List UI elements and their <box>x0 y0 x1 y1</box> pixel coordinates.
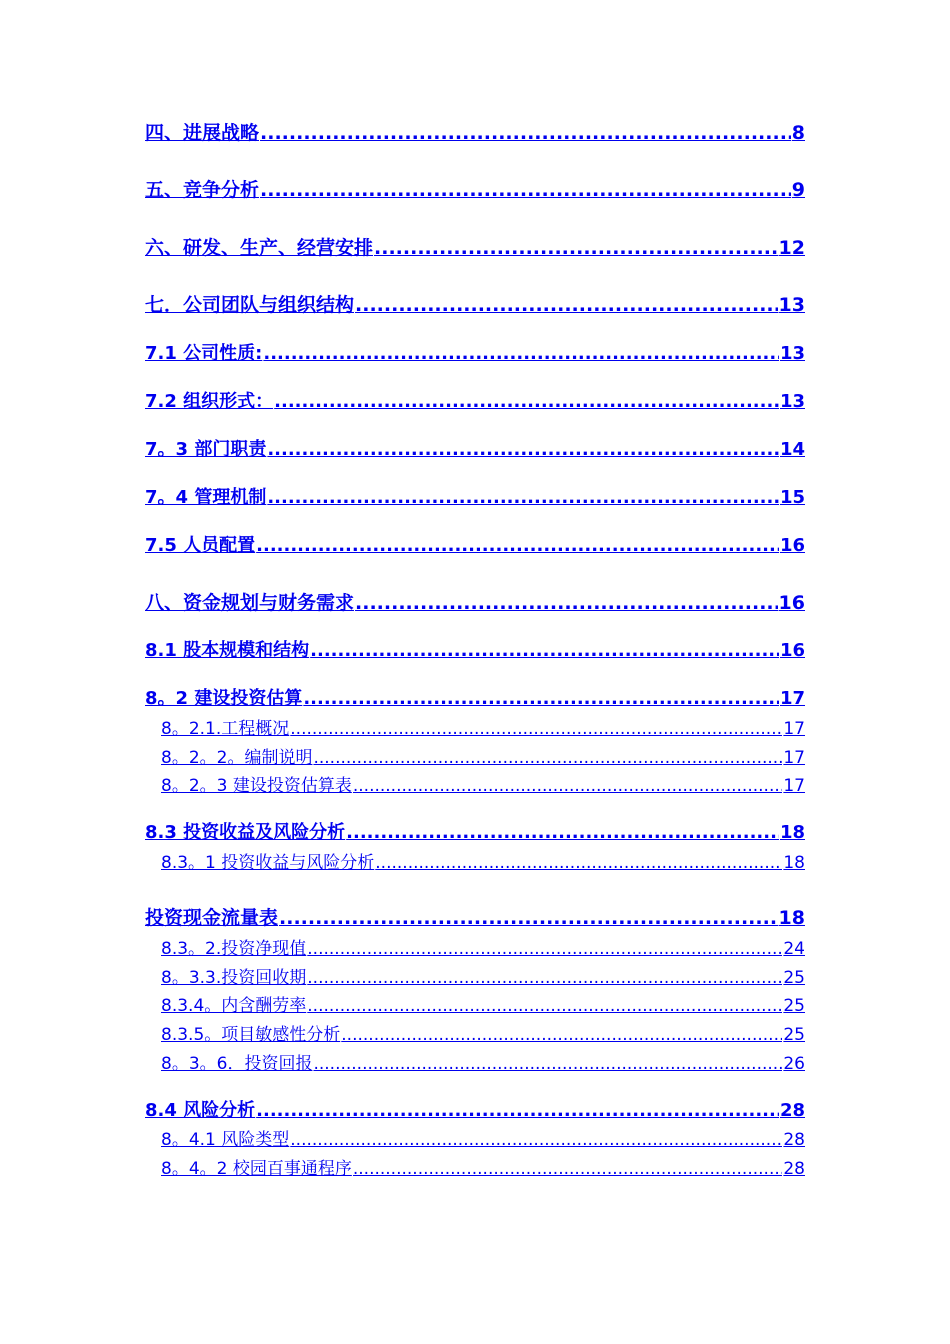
toc-entry-label: 8.4 风险分析 <box>145 1100 256 1121</box>
toc-entry-label: 8。4。2 校园百事通程序 <box>161 1159 352 1179</box>
toc-page-number: 24 <box>783 939 805 959</box>
toc-entry-sub-8-2-3[interactable] <box>161 771 805 796</box>
toc-page-number: 12 <box>778 237 805 259</box>
toc-page-number: 18 <box>778 907 805 929</box>
toc-entry-section-8-2[interactable] <box>145 684 805 710</box>
toc-leader-dots <box>375 853 782 873</box>
toc-leader-dots <box>355 294 778 316</box>
toc-leader-dots <box>260 179 791 201</box>
toc-entry-label: 投资现金流量表 <box>145 907 279 929</box>
toc-leader-dots <box>353 776 783 796</box>
toc-entry-label: 8。2 建设投资估算 <box>145 688 303 709</box>
toc-entry-label: 8.3。2.投资净现值 <box>161 939 307 959</box>
toc-page-number: 8 <box>791 122 805 144</box>
toc-leader-dots <box>353 1159 783 1179</box>
toc-leader-dots <box>256 1100 779 1121</box>
toc-leader-dots <box>303 688 779 709</box>
toc-leader-dots <box>341 1025 782 1045</box>
toc-leader-dots <box>307 996 782 1016</box>
toc-leader-dots <box>267 439 779 460</box>
toc-entry-label: 七．公司团队与组织结构 <box>145 294 355 316</box>
toc-entry-section-7-2[interactable] <box>145 387 805 413</box>
toc-entry-label: 7.2 组织形式： <box>145 391 274 412</box>
toc-leader-dots <box>374 237 778 259</box>
toc-page-number: 28 <box>783 1130 805 1150</box>
toc-entry-label: 四、进展战略 <box>145 122 260 144</box>
toc-entry-label: 8.1 股本规模和结构 <box>145 640 310 661</box>
toc-entry-label: 8.3.5。项目敏感性分析 <box>161 1025 341 1045</box>
toc-entry-sub-8-3-4[interactable] <box>161 991 805 1016</box>
toc-leader-dots <box>256 535 779 556</box>
toc-page-number: 14 <box>779 439 805 460</box>
toc-entry-section-7-5[interactable] <box>145 531 805 557</box>
toc-page-number: 17 <box>783 776 805 796</box>
toc-entry-chapter-6[interactable] <box>145 233 805 260</box>
toc-entry-sub-8-3-6[interactable] <box>161 1049 805 1074</box>
toc-entry-section-8-3[interactable] <box>145 818 805 844</box>
toc-page-number: 13 <box>778 294 805 316</box>
toc-entry-label: 八、资金规划与财务需求 <box>145 592 355 614</box>
toc-page-number: 25 <box>783 1025 805 1045</box>
toc-entry-label: 8.3。1 投资收益与风险分析 <box>161 853 375 873</box>
toc-page-number: 13 <box>779 343 805 364</box>
toc-entry-section-8-4[interactable] <box>145 1096 805 1122</box>
toc-leader-dots <box>267 487 779 508</box>
toc-entry-label: 8。3。6．投资回报 <box>161 1054 313 1074</box>
toc-entry-section-8-1[interactable] <box>145 636 805 662</box>
toc-entry-label: 8.3.4。内含酬劳率 <box>161 996 307 1016</box>
toc-page-number: 16 <box>779 535 805 556</box>
toc-page-number: 16 <box>779 640 805 661</box>
toc-entry-section-7-3[interactable] <box>145 435 805 461</box>
toc-page-number: 13 <box>779 391 805 412</box>
toc-entry-cashflow-table[interactable] <box>145 903 805 930</box>
toc-leader-dots <box>310 640 779 661</box>
toc-page-number: 18 <box>779 822 805 843</box>
toc-entry-label: 7。3 部门职责 <box>145 439 267 460</box>
toc-leader-dots <box>279 907 778 929</box>
toc-entry-label: 7。4 管理机制 <box>145 487 267 508</box>
toc-entry-sub-8-3-5[interactable] <box>161 1020 805 1045</box>
toc-entry-sub-8-3-2[interactable] <box>161 934 805 959</box>
toc-entry-sub-8-4-2[interactable] <box>161 1154 805 1179</box>
toc-entry-label: 8。2。3 建设投资估算表 <box>161 776 352 796</box>
toc-entry-label: 8。4.1 风险类型 <box>161 1130 290 1150</box>
toc-entry-chapter-5[interactable] <box>145 175 805 202</box>
toc-leader-dots <box>307 939 782 959</box>
toc-entry-sub-8-2-2[interactable] <box>161 743 805 768</box>
toc-page-number: 28 <box>779 1100 805 1121</box>
toc-page-number: 17 <box>783 719 805 739</box>
toc-entry-sub-8-3-1[interactable] <box>161 848 805 873</box>
toc-leader-dots <box>346 822 779 843</box>
toc-page-number: 15 <box>779 487 805 508</box>
toc-page-number: 18 <box>783 853 805 873</box>
toc-entry-label: 8。2。2。编制说明 <box>161 748 313 768</box>
toc-entry-label: 六、研发、生产、经营安排 <box>145 237 374 259</box>
toc-entry-sub-8-2-1[interactable] <box>161 714 805 739</box>
toc-entry-chapter-7[interactable] <box>145 290 805 317</box>
toc-leader-dots <box>355 592 778 614</box>
toc-leader-dots <box>313 1054 782 1074</box>
toc-page-number: 9 <box>791 179 805 201</box>
toc-entry-chapter-8[interactable] <box>145 588 805 615</box>
toc-page-number: 16 <box>778 592 805 614</box>
toc-entry-label: 8。2.1.工程概况 <box>161 719 290 739</box>
toc-page-number: 17 <box>783 748 805 768</box>
toc-entry-label: 7.5 人员配置 <box>145 535 256 556</box>
toc-page-number: 17 <box>779 688 805 709</box>
toc-page-number: 28 <box>783 1159 805 1179</box>
toc-page-number: 25 <box>783 968 805 988</box>
toc-leader-dots <box>260 122 791 144</box>
toc-entry-section-7-1[interactable] <box>145 339 805 365</box>
toc-entry-label: 7.1 公司性质: <box>145 343 263 364</box>
toc-entry-label: 8.3 投资收益及风险分析 <box>145 822 346 843</box>
toc-leader-dots <box>290 1130 782 1150</box>
toc-entry-section-7-4[interactable] <box>145 483 805 509</box>
toc-leader-dots <box>290 719 782 739</box>
toc-leader-dots <box>313 748 782 768</box>
toc-leader-dots <box>307 968 782 988</box>
toc-entry-label: 8。3.3.投资回收期 <box>161 968 307 988</box>
toc-page-number: 26 <box>783 1054 805 1074</box>
toc-leader-dots <box>274 391 779 412</box>
toc-entry-label: 五、竞争分析 <box>145 179 260 201</box>
toc-entry-sub-8-4-1[interactable] <box>161 1125 805 1150</box>
toc-entry-chapter-4[interactable] <box>145 118 805 145</box>
toc-leader-dots <box>263 343 779 364</box>
toc-page-number: 25 <box>783 996 805 1016</box>
toc-entry-sub-8-3-3[interactable] <box>161 963 805 988</box>
